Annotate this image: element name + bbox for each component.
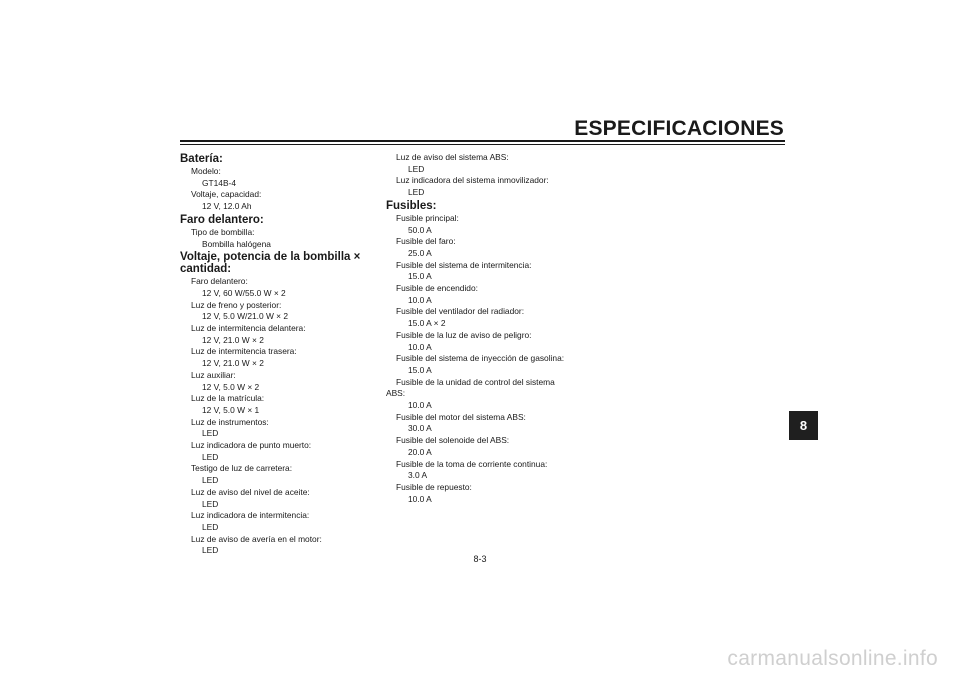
section-heading-faro: Faro delantero: — [180, 213, 264, 226]
header-rule-thick — [180, 140, 785, 142]
spec-label: Voltaje, capacidad: — [191, 189, 262, 200]
section-heading-voltaje — [180, 251, 385, 275]
spec-value: 12 V, 5.0 W/21.0 W × 2 — [202, 311, 289, 322]
spec-label: Fusible de la toma de corriente continua: — [396, 458, 548, 469]
spec-value: LED — [202, 521, 219, 532]
spec-label: Luz de aviso del nivel de aceite: — [191, 486, 310, 497]
spec-label: Faro delantero: — [191, 276, 248, 287]
spec-label: Luz de freno y posterior: — [191, 299, 282, 310]
spec-label: Fusible del sistema de inyección de gasolina: — [396, 353, 565, 364]
spec-value: 12 V, 21.0 W × 2 — [202, 334, 264, 345]
spec-label: Luz de instrumentos: — [191, 416, 269, 427]
spec-value: 30.0 A — [408, 423, 432, 434]
left-column — [180, 152, 385, 557]
header-rule-thin — [180, 144, 785, 145]
spec-label: Luz indicadora de punto muerto: — [191, 440, 312, 451]
spec-value: 12 V, 60 W/55.0 W × 2 — [202, 287, 286, 298]
section-heading-bateria: Batería: — [180, 153, 223, 165]
section-heading-line: cantidad: — [180, 263, 232, 276]
spec-value: 12 V, 21.0 W × 2 — [202, 358, 264, 369]
spec-value: 50.0 A — [408, 224, 432, 235]
spec-value: LED — [202, 451, 219, 462]
spec-value: 12 V, 12.0 Ah — [202, 201, 252, 212]
spec-label: Fusible del motor del sistema ABS: — [396, 411, 526, 422]
spec-label: Fusible del faro: — [396, 236, 456, 247]
spec-value: 15.0 A — [408, 364, 432, 375]
spec-label: Tipo de bombilla: — [191, 226, 255, 237]
voltaje-spec-list — [180, 276, 385, 557]
spec-value: LED — [202, 545, 219, 556]
section-heading-line: Voltaje, potencia de la bombilla × — [180, 251, 361, 264]
spec-value: 12 V, 5.0 W × 2 — [202, 381, 260, 392]
spec-label: Luz indicadora de intermitencia: — [191, 510, 310, 521]
spec-label: Luz de aviso del sistema ABS: — [396, 152, 509, 162]
spec-label: Luz de intermitencia trasera: — [191, 346, 297, 357]
spec-label: Luz de la matrícula: — [191, 393, 265, 404]
section-heading-fusibles: Fusibles: — [386, 199, 437, 212]
spec-label: Fusible del ventilador del radiador: — [396, 306, 525, 317]
spec-label: Luz de intermitencia delantera: — [191, 323, 306, 334]
spec-value: 25.0 A — [408, 247, 432, 258]
spec-value: LED — [408, 187, 425, 198]
spec-label: Fusible de encendido: — [396, 283, 478, 294]
chapter-tab: 8 — [789, 411, 818, 440]
spec-label: Testigo de luz de carretera: — [191, 463, 293, 474]
spec-label: Fusible principal: — [396, 212, 459, 223]
spec-label: Fusible del solenoide del ABS: — [396, 435, 510, 446]
spec-value: 15.0 A — [408, 271, 432, 282]
spec-label: Luz indicadora del sistema inmovilizador: — [396, 175, 549, 186]
spec-label: Fusible de la luz de aviso de peligro: — [396, 329, 532, 340]
spec-label: Luz auxiliar: — [191, 369, 236, 380]
page-title: ESPECIFICACIONES — [574, 117, 784, 140]
page-number: 8-3 — [473, 554, 487, 564]
spec-value: LED — [408, 163, 425, 174]
spec-value: LED — [202, 428, 219, 439]
fusibles-spec-list — [386, 213, 591, 506]
spec-value: 10.0 A — [408, 493, 432, 504]
spec-label: Fusible de la unidad de control del sistema — [396, 376, 555, 387]
spec-value: 10.0 A — [408, 294, 432, 305]
spec-value: Bombilla halógena — [202, 238, 271, 249]
right-column — [386, 152, 591, 505]
watermark: carmanualsonline.info — [727, 647, 938, 670]
spec-value: GT14B-4 — [202, 177, 236, 188]
spec-label: Modelo: — [191, 166, 221, 176]
spec-value: 15.0 A × 2 — [408, 318, 446, 329]
spec-label: Fusible del sistema de intermitencia: — [396, 259, 532, 270]
spec-label: Luz de aviso de avería en el motor: — [191, 533, 322, 544]
spec-value: LED — [202, 498, 219, 509]
spec-value: LED — [202, 475, 219, 486]
spec-value: 3.0 A — [408, 470, 428, 481]
spec-label: Fusible de repuesto: — [396, 481, 472, 492]
spec-value: 10.0 A — [408, 341, 432, 352]
spec-label-continued: ABS: — [386, 388, 406, 399]
spec-value: 12 V, 5.0 W × 1 — [202, 404, 260, 415]
spec-value: 10.0 A — [408, 400, 432, 411]
spec-value: 20.0 A — [408, 446, 432, 457]
